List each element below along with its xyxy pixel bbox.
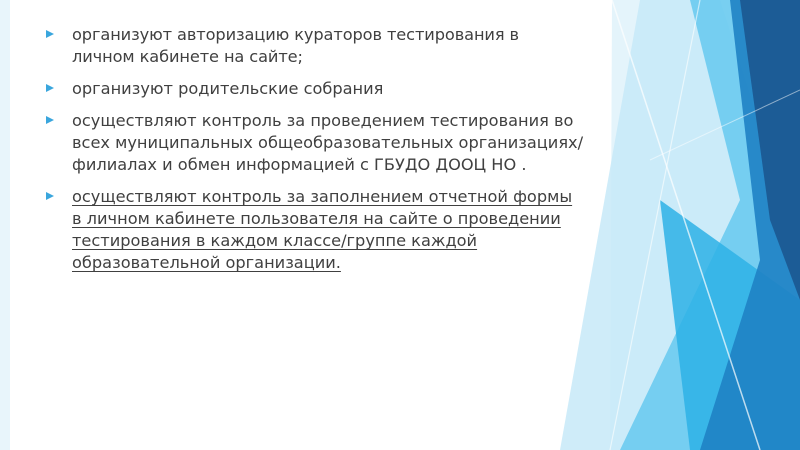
bullet-item <box>46 24 586 68</box>
bullet-text: организуют родительские собрания <box>72 79 384 98</box>
triangle-bullet-icon <box>46 84 54 92</box>
bullet-item-underlined <box>46 186 586 274</box>
bullet-list <box>46 24 586 284</box>
bullet-item <box>46 110 586 176</box>
left-sliver-shape <box>0 0 10 450</box>
triangle-bullet-icon <box>46 116 54 124</box>
triangle-bullet-icon <box>46 30 54 38</box>
triangle-bullet-icon <box>46 192 54 200</box>
bullet-text: осуществляют контроль за заполнением отчетной формы в личном кабинете пользователя на сайте о проведении тестирования в каждом классе/группе каждой образовательной организации. <box>72 187 573 272</box>
bullet-text: организуют авторизацию кураторов тестирования в личном кабинете на сайте; <box>72 25 519 66</box>
bullet-item <box>46 78 586 100</box>
bullet-text: осуществляют контроль за проведением тестирования во всех муниципальных общеобразовательных организациях/филиалах и обмен информацией с ГБУДО ДООЦ НО . <box>72 111 584 174</box>
